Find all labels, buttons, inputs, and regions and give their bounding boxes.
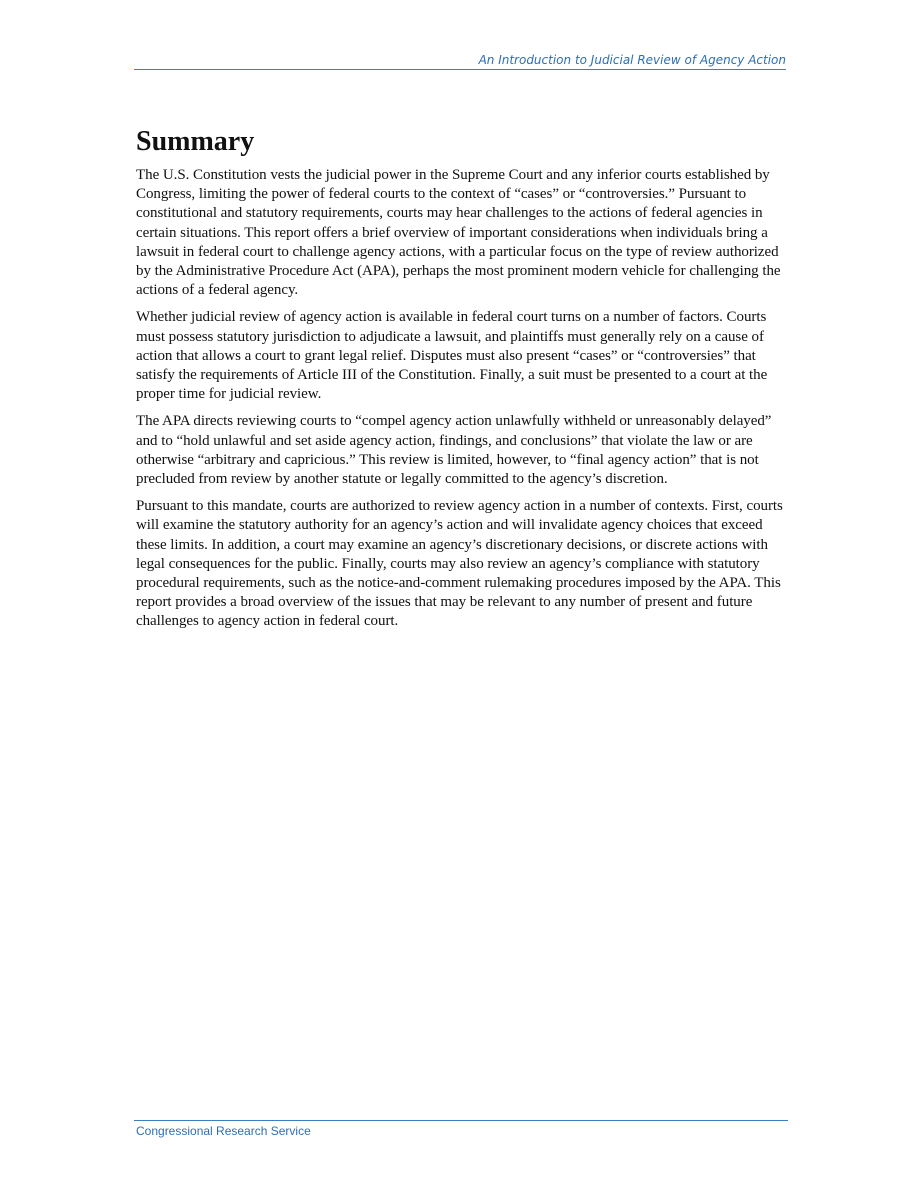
summary-paragraph-1: The U.S. Constitution vests the judicial power in the Supreme Court and any inferior courts established by Congress, limiting the power of federal courts to the context of “cases” or “controversies.” Pursuant to constitutional and statutory requirements, courts may hear challenges to the actions of federal agencies in certain situations. This report offers a brief overview of important considerations when individuals bring a lawsuit in federal court to challenge agency actions, with a particular focus on the type of review authorized by the Administrative Procedure Act (APA), perhaps the most prominent modern vehicle for challenging the actions of a federal agency. [136,167,781,299]
running-header: An Introduction to Judicial Review of Agency Action [134,53,786,70]
summary-paragraph-4: Pursuant to this mandate, courts are authorized to review agency action in a number of contexts. First, courts will examine the statutory authority for an agency’s action and will invalidate agency choices that exceed these limits. In addition, a court may examine an agency’s discretionary decisions, or discrete actions with legal consequences for the public. Finally, courts may also review an agency’s compliance with statutory procedural requirements, such as the notice-and-comment rulemaking procedures imposed by the APA. This report provides a broad overview of the issues that may be relevant to any number of present and future challenges to agency action in federal court. [136,498,783,630]
summary-paragraph-2: Whether judicial review of agency action is available in federal court turns on a number of factors. Courts must possess statutory jurisdiction to adjudicate a lawsuit, and plaintiffs must generally rely on a cause of action that allows a court to grant legal relief. Disputes must also present “cases” or “controversies” that satisfy the requirements of Article III of the Constitution. Finally, a suit must be presented to a court at the proper time for judicial review. [136,309,768,403]
summary-section [136,124,786,640]
running-footer: Congressional Research Service [134,1120,788,1138]
summary-paragraph-3: The APA directs reviewing courts to “compel agency action unlawfully withheld or unreasonably delayed” and to “hold unlawful and set aside agency action, findings, and conclusions” that violate the law or are otherwise “arbitrary and capricious.” This review is limited, however, to “final agency action” that is not precluded from review by another statute or legally committed to the agency’s discretion. [136,413,772,488]
page-title: Summary [136,126,255,157]
